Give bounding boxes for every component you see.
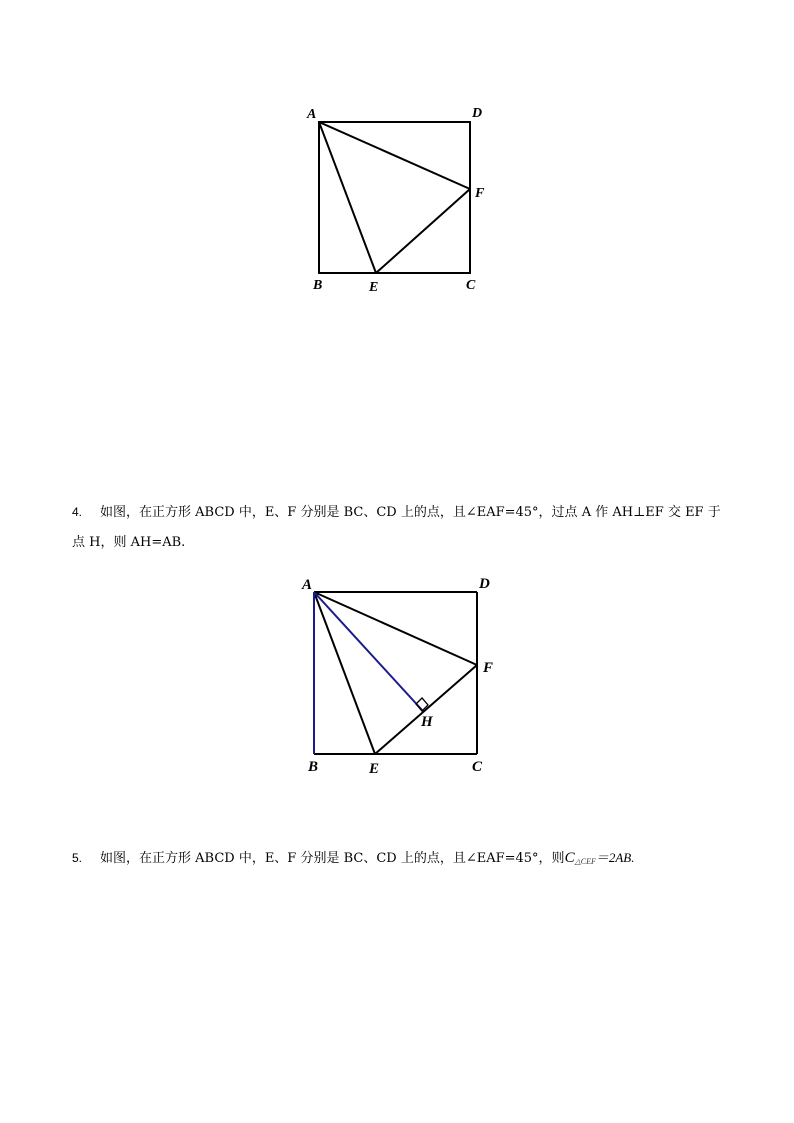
figure-1-square-diagram (319, 122, 470, 273)
figure-1-label-d: D (472, 106, 483, 121)
figure-2-label-d: D (479, 576, 490, 592)
figure-2-segment-ah (314, 592, 422, 710)
figure-2-square-diagram (314, 592, 477, 754)
problem-5-text: 如图，在正方形 ABCD 中，E、F 分别是 BC、CD 上的点，且∠EAF=45°，则 (100, 851, 565, 866)
figure-1-segment-ef (376, 189, 470, 273)
problem-5-text-after: ＝2AB. (595, 850, 635, 865)
figure-2-label-a: A (302, 577, 313, 593)
problem-5-number: 5. (72, 851, 83, 865)
problem-4 (72, 497, 732, 558)
figure-1-segment-af (319, 122, 470, 189)
figure-2-label-c: C (472, 759, 483, 775)
problem-4-number: 4. (72, 505, 83, 519)
figure-2-segment-ef (375, 665, 477, 754)
figure-1-segment-ae (319, 122, 376, 273)
figure-1-label-c: C (466, 278, 476, 293)
problem-4-line-1 (72, 497, 732, 528)
figure-1-label-a: A (307, 107, 317, 122)
problem-5-perimeter-symbol: C (564, 850, 575, 866)
figure-2-label-h: H (421, 714, 433, 730)
problem-4-text-1: 如图，在正方形 ABCD 中，E、F 分别是 BC、CD 上的点，且∠EAF=45°，过点 A 作 AH⊥EF 交 EF 于 (100, 505, 721, 520)
figure-1-label-e: E (369, 280, 379, 295)
figure-2-label-f: F (483, 660, 494, 676)
figure-1-label-f: F (475, 186, 485, 201)
figure-2-label-e: E (369, 761, 380, 777)
problem-5-perimeter-subscript: △CEF (574, 857, 596, 866)
problem-4-line-2: 点 H，则 AH=AB. (72, 535, 186, 550)
figure-2-label-b: B (308, 759, 319, 775)
figure-1-label-b: B (313, 278, 323, 293)
figure-1-square-abcd (319, 122, 470, 273)
problem-5 (72, 843, 732, 877)
figure-2-segment-af (314, 592, 477, 665)
